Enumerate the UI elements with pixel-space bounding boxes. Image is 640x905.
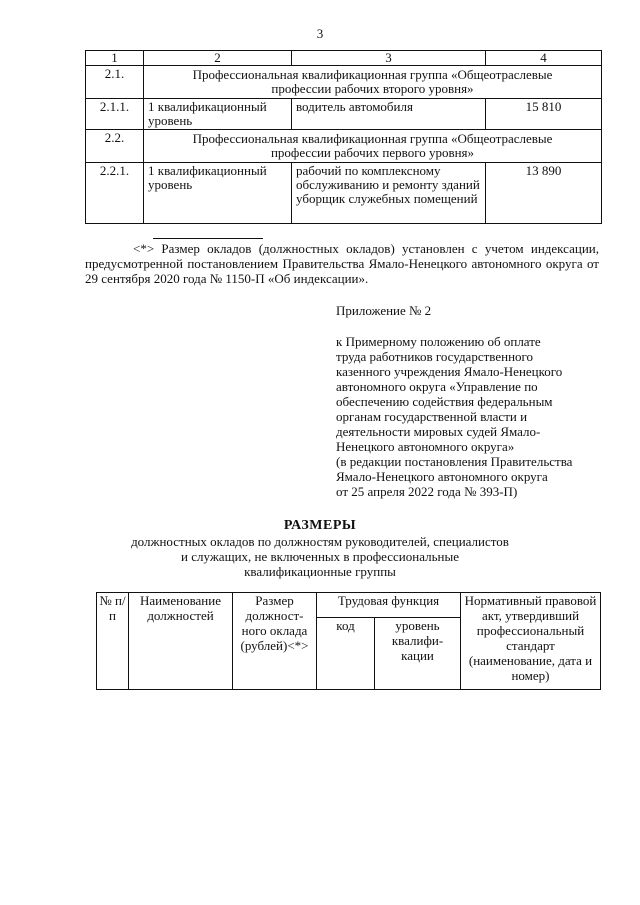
table-row-group xyxy=(86,66,602,99)
appendix-line: автономного округа «Управление по xyxy=(336,379,538,394)
subtitle-line: должностных окладов по должностям руководителей, специалистов xyxy=(131,534,509,549)
header-legal-act: Нормативный правовой акт, утвердивший профессиональный стандарт (наименование, дата и номер) xyxy=(461,593,601,690)
row-number: 2.1. xyxy=(86,66,144,99)
header-labor-function: Трудовая функция xyxy=(317,593,461,618)
appendix-line: деятельности мировых судей Ямало- xyxy=(336,424,541,439)
group-title: Профессиональная квалификационная группа «Общеотраслевые профессии рабочих второго уровня» xyxy=(144,66,602,99)
document-title: РАЗМЕРЫ xyxy=(283,518,357,533)
position-names: водитель автомобиля xyxy=(292,99,486,130)
appendix-line: обеспечению содействия федеральным xyxy=(336,394,553,409)
table-header-cell: 4 xyxy=(486,51,602,66)
table-header-cell: 2 xyxy=(144,51,292,66)
appendix-reference xyxy=(336,334,608,499)
appendix-line: от 25 апреля 2022 года № 393-П) xyxy=(336,484,518,499)
table-header-cell: 1 xyxy=(86,51,144,66)
table-header-row xyxy=(86,51,602,66)
header-position-name: Наименование должностей xyxy=(129,593,233,690)
table-header-row xyxy=(97,593,601,618)
row-number: 2.2. xyxy=(86,130,144,163)
document-subtitle xyxy=(0,534,640,579)
appendix-line: Ненецкого автономного округа» xyxy=(336,439,515,454)
row-number: 2.2.1. xyxy=(86,163,144,224)
appendix-line: Ямало-Ненецкого автономного округа xyxy=(336,469,548,484)
qualification-level: 1 квалификационный уровень xyxy=(144,163,292,224)
salary-value: 13 890 xyxy=(486,163,602,224)
qualification-level: 1 квалификационный уровень xyxy=(144,99,292,130)
appendix-line: казенного учреждения Ямало-Ненецкого xyxy=(336,364,563,379)
salary-table-groups xyxy=(85,50,602,224)
table-row-group xyxy=(86,130,602,163)
appendix-line: труда работников государственного xyxy=(336,349,534,364)
appendix-line: (в редакции постановления Правительства xyxy=(336,454,573,469)
table-header-cell: 3 xyxy=(292,51,486,66)
group-title: Профессиональная квалификационная группа «Общеотраслевые профессии рабочих первого уровня» xyxy=(144,130,602,163)
header-code: код xyxy=(317,618,375,690)
position-names: рабочий по комплексному обслуживанию и ремонту зданий уборщик служебных помещений xyxy=(292,163,486,224)
appendix-line: органам государственной власти и xyxy=(336,409,528,424)
salary-value: 15 810 xyxy=(486,99,602,130)
table-row xyxy=(86,163,602,224)
page-number: 3 xyxy=(316,26,324,41)
subtitle-line: и служащих, не включенных в профессиональные xyxy=(181,549,459,564)
subtitle-line: квалификационные группы xyxy=(244,564,396,579)
footnote-divider xyxy=(153,238,263,239)
header-salary: Размер должност-ного оклада (рублей)<*> xyxy=(233,593,317,690)
header-qualification-level: уровень квалифи-кации xyxy=(375,618,461,690)
salary-table-other xyxy=(96,592,601,690)
table-row xyxy=(86,99,602,130)
footnote: <*> Размер окладов (должностных окладов) установлен с учетом индексации, предусмотренной постановлением Правительства Ямало-Ненецкого автономного округа от 29 сентября 2020 года № 1150-П «Об индексации». xyxy=(85,241,599,286)
appendix-line: к Примерному положению об оплате xyxy=(336,334,541,349)
appendix-number: Приложение № 2 xyxy=(336,303,432,318)
header-number: № п/п xyxy=(97,593,129,690)
row-number: 2.1.1. xyxy=(86,99,144,130)
